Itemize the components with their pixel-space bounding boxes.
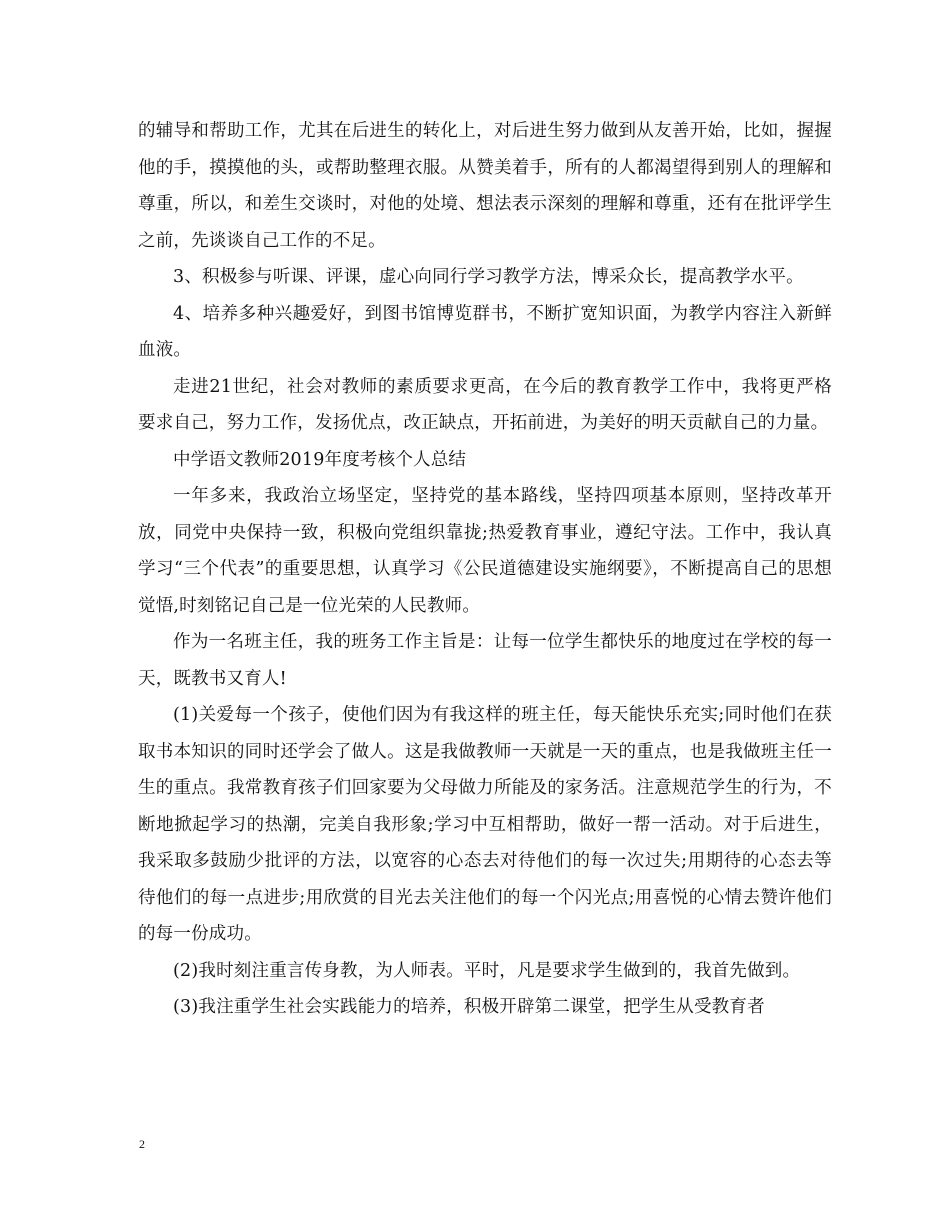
paragraph-item-3: 3、积极参与听课、评课，虚心向同行学习教学方法，博采众长，提高教学水平。: [173, 267, 804, 287]
section-title: 中学语文教师2019年度考核个人总结: [173, 449, 467, 470]
page-number: 2: [139, 1137, 145, 1151]
document-body: [138, 113, 832, 1026]
paragraph-closing: 走进21世纪，社会对教师的素质要求更高，在今后的教育教学工作中，我将更严格要求自己，努力工作，发扬优点，改正缺点，开拓前进，为美好的明天贡献自己的力量。: [138, 376, 832, 433]
paragraph-point-1: (1)关爱每一个孩子，使他们因为有我这样的班主任，每天能快乐充实;同时他们在获取书本知识的同时还学会了做人。这是我做教师一天就是一天的重点，也是我做班主任一生的重点。我常教育孩子们回家要为父母做力所能及的家务活。注意规范学生的行为，不断地掀起学习的热潮，完美自我形象;学习中互相帮助，做好一帮一活动。对于后进生，我采取多鼓励少批评的方法，以宽容的心态去对待他们的每一次过失;用期待的心态去等待他们的每一点进步;用欣赏的目光去关注他们的每一个闪光点;用喜悦的心情去赞许他们的每一份成功。: [138, 705, 832, 944]
paragraph-item-4: 4、培养多种兴趣爱好，到图书馆博览群书，不断扩宽知识面，为教学内容注入新鲜血液。: [138, 303, 832, 360]
paragraph-point-3: (3)我注重学生社会实践能力的培养，积极开辟第二课堂，把学生从受教育者: [173, 997, 765, 1017]
paragraph-point-2: (2)我时刻注重言传身教，为人师表。平时，凡是要求学生做到的，我首先做到。: [173, 960, 801, 981]
paragraph-continuation: 的辅导和帮助工作，尤其在后进生的转化上，对后进生努力做到从友善开始，比如，握握他的手，摸摸他的头，或帮助整理衣服。从赞美着手，所有的人都渴望得到别人的理解和尊重，所以，和差生交谈时，对他的处境、想法表示深刻的理解和尊重，还有在批评学生之前，先谈谈自己工作的不足。: [138, 121, 832, 251]
paragraph-political-stance: 一年多来，我政治立场坚定，坚持党的基本路线，坚持四项基本原则，坚持改革开放，同党中央保持一致，积极向党组织靠拢;热爱教育事业，遵纪守法。工作中，我认真学习“三个代表”的重要思想，认真学习《公民道德建设实施纲要》，不断提高自己的思想觉悟,时刻铭记自己是一位光荣的人民教师。: [138, 486, 832, 616]
paragraph-class-work: 作为一名班主任，我的班务工作主旨是：让每一位学生都快乐的地度过在学校的每一天，既教书又育人!: [138, 632, 832, 689]
